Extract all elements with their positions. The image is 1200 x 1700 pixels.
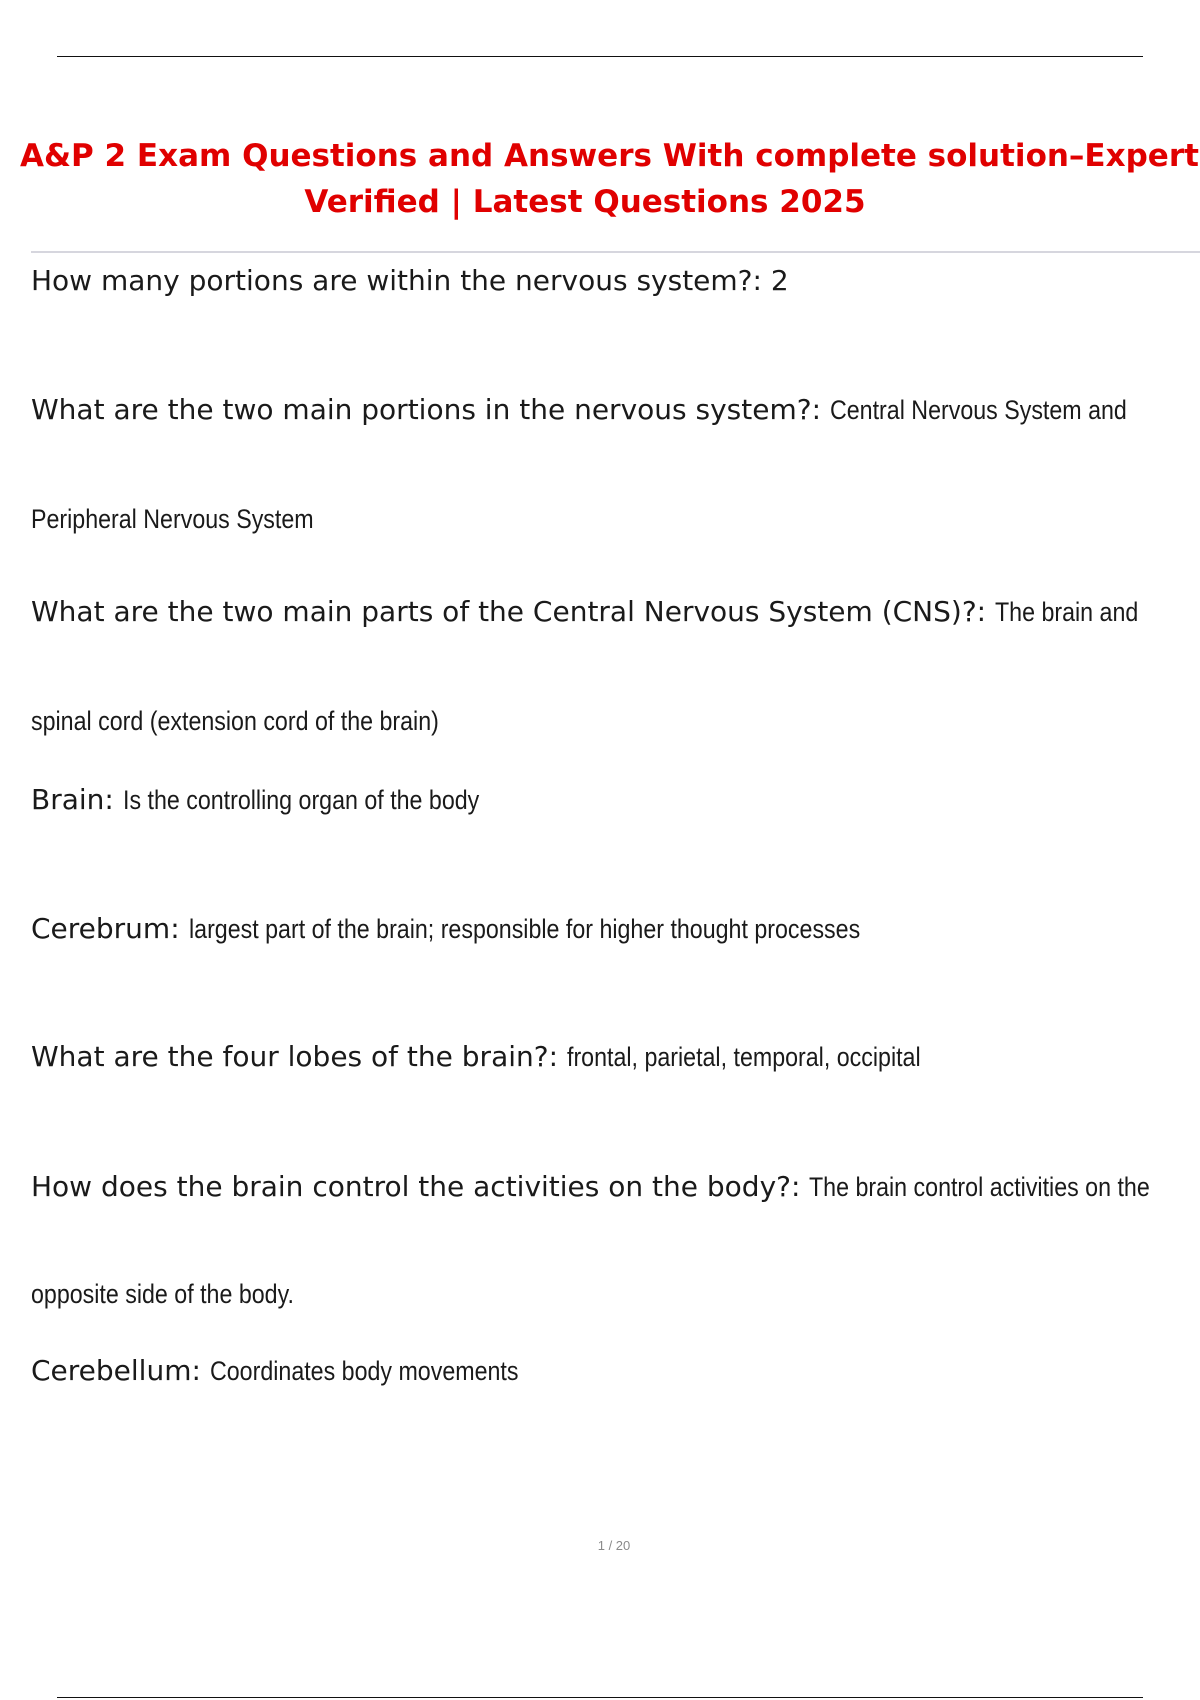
qa-item xyxy=(31,1040,1191,1073)
answer-continuation: opposite side of the body. xyxy=(31,1279,294,1309)
qa-item xyxy=(31,912,1191,945)
question-text: What are the four lobes of the brain?: xyxy=(31,1040,567,1073)
answer-text: largest part of the brain; responsible for higher thought processes xyxy=(188,914,860,944)
question-text: Cerebrum: xyxy=(31,912,189,945)
title-divider xyxy=(31,251,1200,253)
answer-text: 2 xyxy=(770,264,789,297)
bottom-rule xyxy=(57,1697,1143,1698)
answer-text: Is the controlling organ of the body xyxy=(122,785,480,815)
answer-text: Coordinates body movements xyxy=(209,1356,519,1386)
answer-continuation: spinal cord (extension cord of the brain) xyxy=(31,706,439,736)
qa-item xyxy=(31,264,1191,297)
answer-continuation: Peripheral Nervous System xyxy=(31,504,314,534)
question-text: How does the brain control the activities on the body?: xyxy=(31,1170,810,1203)
document-title xyxy=(0,133,1200,225)
top-rule xyxy=(57,56,1143,57)
answer-text: The brain and xyxy=(995,597,1139,627)
question-text: Cerebellum: xyxy=(31,1354,210,1387)
question-text: Brain: xyxy=(31,783,123,816)
qa-item xyxy=(31,783,1191,816)
title-line-2: Verified | Latest Questions 2025 xyxy=(304,183,866,220)
question-text: What are the two main parts of the Central Nervous System (CNS)?: xyxy=(31,595,996,628)
answer-text: Central Nervous System and xyxy=(829,395,1127,425)
qa-item xyxy=(31,1354,1191,1387)
title-line-1: A&P 2 Exam Questions and Answers With complete solution–Expert xyxy=(20,137,1199,174)
answer-text: The brain control activities on the xyxy=(809,1172,1151,1202)
page-number: 1 / 20 xyxy=(597,1538,631,1553)
answer-text: frontal, parietal, temporal, occipital xyxy=(566,1042,921,1072)
qa-item xyxy=(31,393,1191,426)
qa-item xyxy=(31,595,1191,628)
question-text: What are the two main portions in the nervous system?: xyxy=(31,393,830,426)
qa-item xyxy=(31,1170,1191,1203)
question-text: How many portions are within the nervous system?: xyxy=(31,264,771,297)
